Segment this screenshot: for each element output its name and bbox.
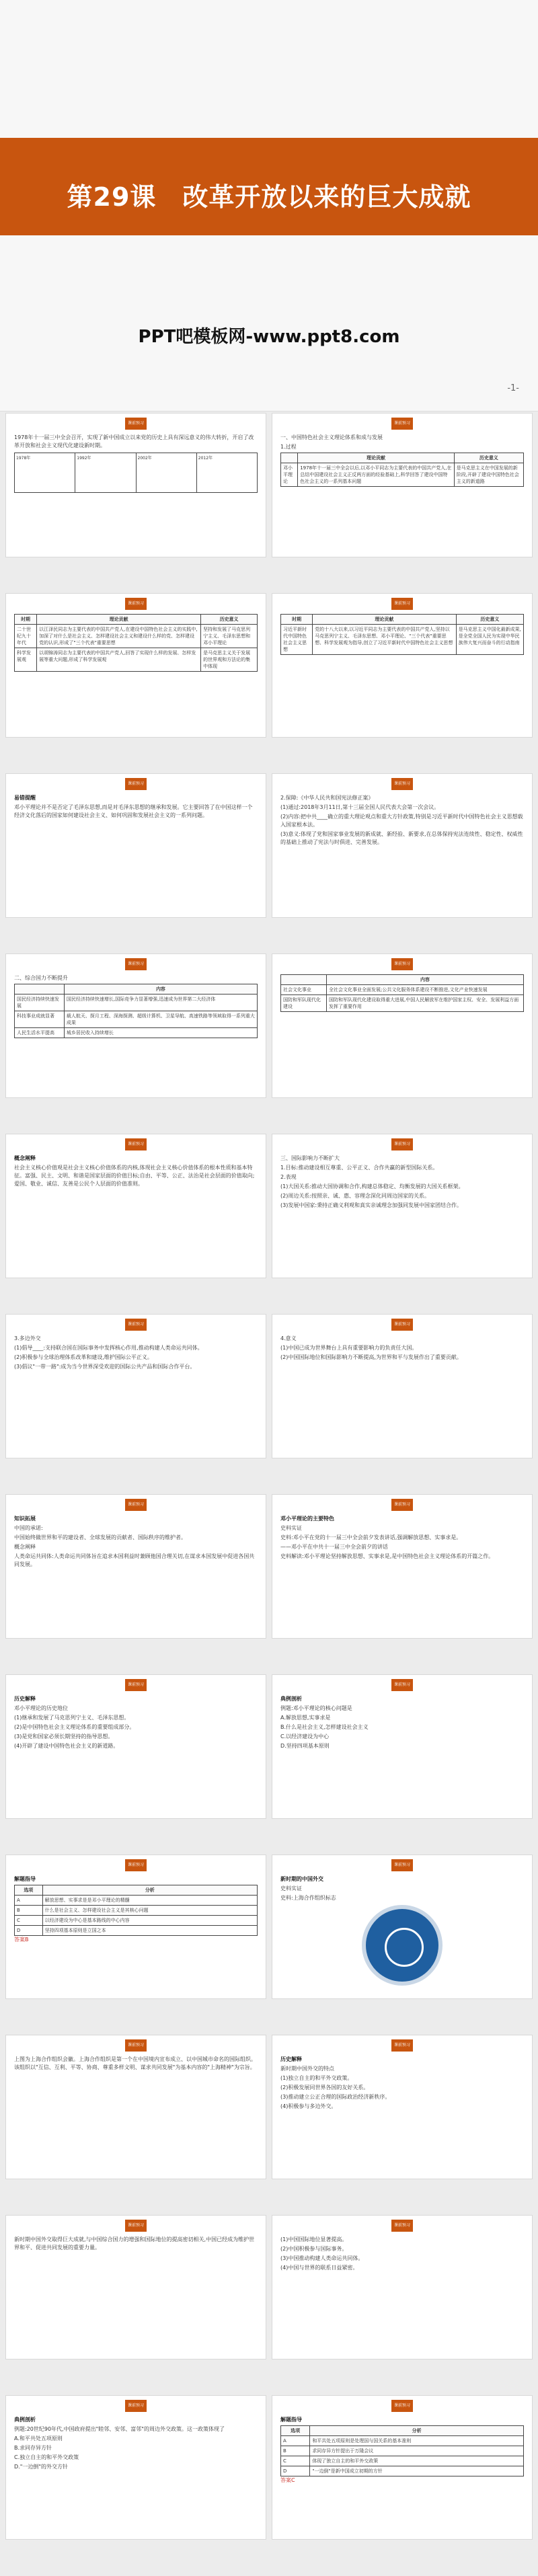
table-row — [281, 2446, 524, 2456]
table-cell: 邓小平理论 — [281, 463, 298, 487]
slide-table — [280, 614, 524, 655]
slide-line: 1.目标:推动建设相互尊重、公平正义、合作共赢的新型国际关系。 — [280, 1165, 438, 1171]
slide-s10 — [272, 1134, 533, 1278]
table-row — [15, 1028, 258, 1038]
table-header-cell: 理论贡献 — [37, 615, 201, 625]
table-header-row — [281, 975, 524, 985]
slide-s24 — [272, 2395, 533, 2540]
table-cell: 习近平新时代中国特色社会主义思想 — [281, 625, 313, 655]
table-cell: 国防和军队现代化建设 — [281, 995, 327, 1012]
table-row — [281, 2456, 524, 2466]
table-cell: 科技事业成就显著 — [15, 1011, 65, 1028]
slide-line: 3.多边外交 — [14, 1335, 41, 1341]
table-header-row — [281, 615, 524, 625]
slide-section-marker: 课前预习 — [125, 1319, 147, 1331]
slide-body — [14, 794, 258, 912]
slide-heading: 邓小平理论的主要特色 — [280, 1516, 334, 1522]
slide-line: (4)开辟了建设中国特色社会主义的新道路。 — [14, 1743, 119, 1749]
table-row — [15, 1916, 258, 1926]
slide-body — [14, 2416, 258, 2534]
slide-body — [280, 1875, 524, 1993]
slide-heading: 易错提醒 — [14, 795, 36, 801]
slide-section-marker: 课前预习 — [125, 958, 147, 970]
table-cell: 是马克思主义关于发展的世界观和方法论的集中体现 — [201, 648, 258, 672]
table-header-cell: 选项 — [281, 2426, 310, 2436]
table-row — [281, 2436, 524, 2446]
slide-line: A.和平共处五项原则 — [14, 2435, 63, 2442]
slide-line: (1)继承和发展了马克思列宁主义、毛泽东思想。 — [14, 1715, 130, 1721]
slide-line: B.求同存异方针 — [14, 2445, 52, 2451]
table-cell: 是马克思主义中国化最新成果,是全党全国人民为实现中华民族伟大复兴而奋斗的行动指南 — [456, 625, 523, 655]
slide-heading: 新时期的中国外交 — [280, 1876, 323, 1882]
slide-body — [280, 2056, 524, 2173]
slide-s22 — [272, 2215, 533, 2359]
slide-line: 例题:邓小平理论的核心问题是 — [280, 1705, 352, 1711]
slide-s20 — [272, 2035, 533, 2179]
slide-heading: 历史解释 — [280, 2056, 302, 2062]
table-cell: 求同存异方针提出于万隆会议 — [310, 2446, 524, 2456]
slide-line: 2.保障:《中华人民共和国宪法修正案》 — [280, 795, 374, 801]
slide-line: 史料实证 — [280, 1525, 302, 1531]
table-cell: 城乡居民收入持续增长 — [64, 1028, 257, 1038]
table-cell: 载人航天、探月工程、深海探测、超级计算机、卫星导航、高速铁路等领域取得一系列重大成果 — [64, 1011, 257, 1028]
slide-line: 邓小平理论的历史地位 — [14, 1705, 68, 1711]
slide-section-marker: 课前预习 — [391, 778, 413, 790]
slide-line: (2)中国国际地位和国际影响力不断提高,为世界和平与发展作出了重要贡献。 — [280, 1354, 462, 1360]
slide-s15 — [5, 1674, 266, 1819]
table-cell: 是马克思主义在中国发展的新阶段,开辟了建设中国特色社会主义的新道路 — [454, 463, 523, 487]
table-cell: 以胡锦涛同志为主要代表的中国共产党人,回答了实现什么样的发展、怎样发展等重大问题,形成了科学发展观 — [37, 648, 201, 672]
table-row — [281, 463, 524, 487]
slide-heading: 典例剖析 — [14, 2417, 36, 2423]
slide-section-marker: 课前预习 — [125, 2039, 147, 2052]
table-header-cell — [281, 453, 298, 463]
slide-line: (1)通过:2018年3月11日,第十三届全国人民代表大会第一次会议。 — [280, 804, 440, 810]
slide-body — [280, 794, 524, 912]
slide-s4 — [272, 593, 533, 738]
table-row — [281, 2466, 524, 2476]
table-cell: 二十世纪九十年代 — [15, 625, 37, 648]
slide-table — [14, 984, 258, 1038]
slide-section-marker: 课前预习 — [125, 1859, 147, 1871]
slide-s17 — [5, 1855, 266, 1999]
table-cell: 以江泽民同志为主要代表的中国共产党人,在建设中国特色社会主义的实践中,加深了对什么是社会主义、怎样建设社会主义和建设什么样的党、怎样建设党的认识,形成了"三个代表"重要思想 — [37, 625, 201, 648]
slide-line: (2)内容:把中共____确立的重大理论观点和重大方针政策,特别是习近平新时代中国特色社会主义思想载入国家根本法。 — [280, 814, 523, 828]
slide-section-marker: 课前预习 — [391, 2220, 413, 2232]
slide-line: (3)推动建立公正合理的国际政治经济新秩序。 — [280, 2094, 391, 2100]
table-cell: 人民生活水平提高 — [15, 1028, 65, 1038]
table-header-row — [281, 453, 524, 463]
slide-section-marker: 课前预习 — [391, 1319, 413, 1331]
table-row — [281, 995, 524, 1012]
slide-section-marker: 课前预习 — [125, 1138, 147, 1150]
slide-line: ——邓小平在中共十一届三中全会前夕的讲话 — [280, 1544, 388, 1550]
slide-line: 三、国际影响力不断扩大 — [280, 1155, 340, 1161]
slide-section-marker: 课前预习 — [125, 1499, 147, 1511]
slide-line: (1)倡导____:支持联合国在国际事务中发挥核心作用,推动构建人类命运共同体。 — [14, 1345, 203, 1351]
slide-s18 — [272, 1855, 533, 1999]
slide-heading: 典例剖析 — [280, 1696, 302, 1702]
sco-emblem — [362, 1905, 443, 1986]
slide-body — [280, 614, 524, 732]
slide-body — [280, 1335, 524, 1452]
table-row — [15, 1896, 258, 1906]
slide-section-marker: 课前预习 — [391, 1679, 413, 1691]
slide-s16 — [272, 1674, 533, 1819]
slide-line: (3)发展中国家:秉持正确义利观和真实亲诚理念加强同发展中国家团结合作。 — [280, 1202, 463, 1208]
slide-body — [14, 1875, 258, 1993]
table-cell: 1978年十一届三中全会以后,以邓小平同志为主要代表的中国共产党人,在总结中国建设社会主义正反两方面的经验基础上,科学回答了建设中国特色社会主义的一系列基本问题 — [298, 463, 454, 487]
slide-line: 史料解读:邓小平理论坚持解放思想、实事求是,是中国特色社会主义理论体系的开篇之作。 — [280, 1553, 494, 1559]
slide-s3 — [5, 593, 266, 738]
table-cell: 什么是社会主义、怎样建设社会主义是其核心问题 — [42, 1906, 257, 1916]
table-cell: 和平共处五项原则是处理国与国关系的基本准则 — [310, 2436, 524, 2446]
slide-section-marker: 课前预习 — [125, 2220, 147, 2232]
slide-line: 中国的承诺: — [14, 1525, 43, 1531]
slide-table — [280, 2425, 524, 2476]
table-header-cell: 历史意义 — [454, 453, 523, 463]
slide-section-marker: 课前预习 — [391, 1138, 413, 1150]
slide-s14 — [272, 1494, 533, 1639]
slide-line: (4)积极参与多边外交。 — [280, 2103, 337, 2109]
table-row — [281, 625, 524, 655]
table-row — [15, 648, 258, 672]
table-cell: 坚持四项基本原则是立国之本 — [42, 1926, 257, 1936]
slide-section-marker: 课前预习 — [391, 418, 413, 430]
slide-body — [280, 2416, 524, 2534]
table-cell: B — [281, 2446, 310, 2456]
table-cell: C — [281, 2456, 310, 2466]
slide-line: 4.意义 — [280, 1335, 297, 1341]
table-header-cell: 分析 — [310, 2426, 524, 2436]
table-cell: 科学发展观 — [15, 648, 37, 672]
table-row — [15, 994, 258, 1011]
table-cell: 全社会文化事业全面发展;公共文化服务体系建设不断推进,文化产业快速发展 — [327, 985, 524, 995]
slide-section-marker: 课前预习 — [391, 958, 413, 970]
slide-line: B.什么是社会主义,怎样建设社会主义 — [280, 1724, 369, 1730]
slide-s7 — [5, 953, 266, 1098]
slide-line: 史料实证 — [280, 1885, 302, 1891]
slide-text: 上图为上海合作组织会徽。上海合作组织是第一个在中国境内宣布成立、以中国城市命名的国际组织。该组织以"互信、互利、平等、协商、尊重多样文明、谋求共同发展"为基本内容的"上海精神"为宗旨。 — [14, 2056, 256, 2070]
slide-section-marker: 课前预习 — [391, 1499, 413, 1511]
slide-line: (1)大国关系:推动大国协调和合作,构建总体稳定、均衡发展的大国关系框架。 — [280, 1183, 464, 1189]
cover-slide — [0, 0, 538, 412]
slide-line: (2)中国积极参与国际事务。 — [280, 2246, 348, 2252]
table-cell: D — [15, 1926, 43, 1936]
slide-line: D."一边倒"的外交方针 — [14, 2464, 69, 2470]
slide-section-marker: 课前预习 — [125, 1679, 147, 1691]
slide-line: 一、中国特色社会主义理论体系和成与发展 — [280, 434, 383, 440]
slide-s2 — [272, 413, 533, 557]
slide-s23 — [5, 2395, 266, 2540]
table-cell: A — [281, 2436, 310, 2446]
timeline-cell: 1992年 — [75, 453, 136, 492]
slide-table — [280, 453, 524, 487]
slide-section-marker: 课前预习 — [125, 598, 147, 610]
slide-section-marker: 课前预习 — [391, 2039, 413, 2052]
slide-s21 — [5, 2215, 266, 2359]
slide-body — [280, 2236, 524, 2353]
slide-section-marker: 课前预习 — [391, 2400, 413, 2412]
table-row — [281, 985, 524, 995]
table-cell: C — [15, 1916, 43, 1926]
timeline-cell: 2012年 — [198, 456, 213, 461]
slide-s1 — [5, 413, 266, 557]
slide-line: (1)独立自主的和平外交政策。 — [280, 2075, 353, 2081]
slide-table — [14, 1885, 258, 1936]
slide-line: 二、综合国力不断提升 — [14, 975, 68, 981]
slide-line: A.解放思想,实事求是 — [280, 1715, 331, 1721]
slide-section-marker: 课前预习 — [391, 598, 413, 610]
slide-line: (2)是中国特色社会主义理论体系的重要组成部分。 — [14, 1724, 135, 1730]
slide-answer: 答案C — [280, 2477, 295, 2483]
slide-line: (2)周边关系:按照亲、诚、惠、容理念深化同周边国家的关系。 — [280, 1193, 430, 1199]
slide-heading: 知识拓展 — [14, 1516, 36, 1522]
table-header-cell: 理论贡献 — [313, 615, 457, 625]
slide-body — [14, 1155, 258, 1272]
slide-line: 概念阐释 — [14, 1544, 36, 1550]
table-header-cell: 选项 — [15, 1885, 43, 1896]
slide-line: 中国始终做世界和平的建设者、全球发展的贡献者、国际秩序的维护者。 — [14, 1534, 186, 1540]
slide-line: 史料:邓小平在党的十一届三中全会前夕发表讲话,强调解放思想、实事求是。 — [280, 1534, 462, 1540]
slide-body — [14, 1695, 258, 1813]
table-header-row — [15, 1885, 258, 1896]
table-cell: "一边倒"是新中国成立初期的方针 — [310, 2466, 524, 2476]
slide-heading: 历史解释 — [14, 1696, 36, 1702]
slide-body — [280, 1155, 524, 1272]
slide-line: D.坚持四项基本原则 — [280, 1743, 330, 1749]
slide-body — [14, 1335, 258, 1452]
table-row — [15, 1926, 258, 1936]
table-cell: A — [15, 1896, 43, 1906]
cover-title: 第29课 改革开放以来的巨大成就 — [67, 182, 471, 212]
table-header-cell — [15, 984, 65, 994]
cover-page-number: -1- — [507, 383, 519, 393]
slide-table — [14, 614, 258, 672]
table-header-cell: 历史意义 — [201, 615, 258, 625]
table-row — [15, 625, 258, 648]
slide-s5 — [5, 773, 266, 918]
table-cell: 国民经济持续快速发展 — [15, 994, 65, 1011]
timeline-cell: 2002年 — [137, 453, 197, 492]
table-header-cell: 时期 — [15, 615, 37, 625]
table-header-row — [15, 615, 258, 625]
timeline-cell: 1978年 — [15, 453, 75, 492]
slide-body — [14, 2236, 258, 2353]
slide-section-marker: 课前预习 — [391, 1859, 413, 1871]
slide-heading: 概念阐释 — [14, 1155, 36, 1161]
table-cell: 解放思想、实事求是是邓小平理论的精髓 — [42, 1896, 257, 1906]
table-row — [15, 1011, 258, 1028]
slide-heading: 解题指导 — [14, 1876, 36, 1882]
slide-line: 例题:20世纪90年代,中国政府提出"睦邻、安邻、富邻"的周边外交政策。这一政策体现了 — [14, 2426, 225, 2432]
slide-line: 2.表现 — [280, 1174, 297, 1180]
slide-heading: 解题指导 — [280, 2417, 302, 2423]
slide-text: 社会主义核心价值观是社会主义核心价值体系的内核,体现社会主义核心价值体系的根本性质和基本特征。富强、民主、文明、和谐是国家层面的价值目标;自由、平等、公正、法治是社会层面的价值取向;爱国、敬业、诚信、友善是公民个人层面的价值准则。 — [14, 1165, 255, 1187]
slide-s8 — [272, 953, 533, 1098]
slide-line: (3)倡议"一带一路":成为当今世界深受欢迎的国际公共产品和国际合作平台。 — [14, 1364, 196, 1370]
table-header-cell — [281, 975, 327, 985]
slide-table — [280, 974, 524, 1012]
slide-body — [14, 974, 258, 1092]
table-header-cell: 时期 — [281, 615, 313, 625]
table-header-cell: 理论贡献 — [298, 453, 454, 463]
slide-body — [280, 974, 524, 1092]
table-cell: 国防和军队现代化建设取得重大进展,中国人民解放军在维护国家主权、安全、发展利益方面发挥了重要作用 — [327, 995, 524, 1012]
slide-line: (3)中国推动构建人类命运共同体。 — [280, 2255, 364, 2261]
slide-section-marker: 课前预习 — [125, 418, 147, 430]
table-cell: 社会文化事业 — [281, 985, 327, 995]
table-cell: D — [281, 2466, 310, 2476]
slide-line: 新时期中国外交的特点 — [280, 2066, 334, 2072]
slide-s11 — [5, 1314, 266, 1458]
cover-watermark: PPT吧模板网-www.ppt8.com — [138, 327, 400, 347]
slide-body — [280, 1695, 524, 1813]
slide-line: (2)积极参与全球治理体系改革和建设,维护国际公平正义。 — [14, 1354, 153, 1360]
table-cell: 党的十八大以来,以习近平同志为主要代表的中国共产党人,坚持以马克思列宁主义、毛泽东思想、邓小平理论、"三个代表"重要思想、科学发展观为指导,创立了习近平新时代中国特色社会主义思想 — [313, 625, 457, 655]
slide-text: 新时期中国外交取得巨大成就,与中国综合国力的增强和国际地位的提高密切相关,中国已经成为维护世界和平、促进共同发展的重要力量。 — [14, 2236, 255, 2251]
table-header-cell: 内容 — [64, 984, 257, 994]
slide-section-marker: 课前预习 — [125, 778, 147, 790]
slide-line: (1)中国已成为世界舞台上具有重要影响力的负责任大国。 — [280, 1345, 418, 1351]
slide-line: 1.过程 — [280, 444, 297, 450]
table-cell: 以经济建设为中心是基本路线的中心内容 — [42, 1916, 257, 1926]
table-cell: 国民经济持续快速增长,国际竞争力显著增强,迅速成为世界第二大经济体 — [64, 994, 257, 1011]
slide-line: (1)中国国际地位显著提高。 — [280, 2236, 348, 2242]
table-cell: 坚持和发展了马克思列宁主义、毛泽东思想和邓小平理论 — [201, 625, 258, 648]
timeline — [14, 453, 258, 493]
slide-line: 人类命运共同体:人类命运共同体旨在追求本国利益时兼顾他国合理关切,在谋求本国发展中促进各国共同发展。 — [14, 1553, 255, 1567]
slide-body — [14, 2056, 258, 2173]
slide-line: (4)中国与世界的联系日益紧密。 — [280, 2265, 358, 2271]
slide-s9 — [5, 1134, 266, 1278]
slide-s12 — [272, 1314, 533, 1458]
slide-answer: 答案B — [14, 1937, 29, 1943]
slide-body — [280, 1515, 524, 1633]
table-header-row — [15, 984, 258, 994]
slide-body — [14, 434, 258, 551]
slide-section-marker: 课前预习 — [125, 2400, 147, 2412]
slide-s13 — [5, 1494, 266, 1639]
slide-body — [14, 614, 258, 732]
slide-line: C.独立自主的和平外交政策 — [14, 2454, 79, 2460]
slide-line: C.以经济建设为中心 — [280, 1733, 330, 1740]
slide-line: (3)意义:体现了党和国家事业发展的新成就、新经验、新要求,在总体保持宪法连续性、稳定性、权威性的基础上推动了宪法与时俱进、完善发展。 — [280, 831, 523, 845]
table-header-cell: 内容 — [327, 975, 524, 985]
slide-line: (2)积极发展同世界各国的友好关系。 — [280, 2084, 369, 2091]
slide-line: (3)是党和国家必须长期坚持的指导思想。 — [14, 1733, 114, 1740]
slide-s19 — [5, 2035, 266, 2179]
table-header-cell: 历史意义 — [456, 615, 523, 625]
slide-intro: 1978年十一届三中全会召开，实现了新中国成立以来党的历史上具有深远意义的伟大转折，开启了改革开放和社会主义现代化建设新时期。 — [14, 434, 254, 448]
table-header-cell: 分析 — [42, 1885, 257, 1896]
slide-s6 — [272, 773, 533, 918]
table-cell: 体现了独立自主的和平外交政策 — [310, 2456, 524, 2466]
table-row — [15, 1906, 258, 1916]
slide-line: 史料:上海合作组织标志 — [280, 1895, 336, 1901]
slide-text: 邓小平理论并不是否定了毛泽东思想,而是对毛泽东思想的继承和发展。它主要回答了在中国这样一个经济文化落后的国家如何建设社会主义、如何巩固和发展社会主义的一系列问题。 — [14, 804, 253, 818]
table-header-row — [281, 2426, 524, 2436]
slide-body — [280, 434, 524, 551]
table-cell: B — [15, 1906, 43, 1916]
slide-body — [14, 1515, 258, 1633]
